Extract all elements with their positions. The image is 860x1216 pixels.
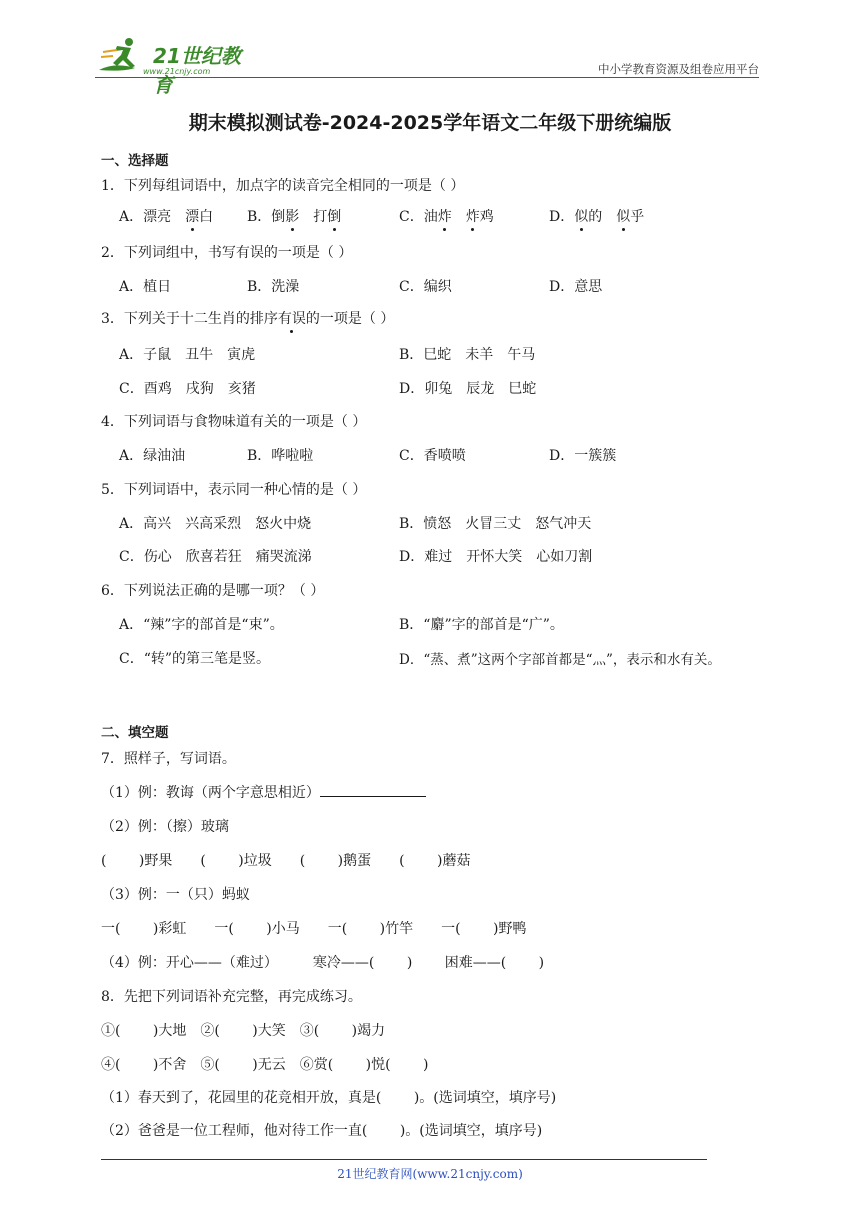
q6-option-b: B．“麝”字的部首是“广”。 <box>399 617 564 633</box>
q7-line-4: （3）例：一（只）蚂蚁 <box>101 887 250 903</box>
q5-option-c: C．伤心 欣喜若狂 痛哭流涕 <box>119 549 312 565</box>
question-5-stem: 5．下列词语中，表示同一种心情的是（ ） <box>101 482 367 498</box>
q5-option-d: D．难过 开怀大笑 心如刀割 <box>399 549 593 565</box>
question-4-stem: 4．下列词语与食物味道有关的一项是（ ） <box>101 414 367 430</box>
platform-label: 中小学教育资源及组卷应用平台 <box>598 62 759 76</box>
q7-line-1: （1）例：教诲（两个字意思相近） <box>101 782 426 802</box>
q6-option-a: A．“辣”字的部首是“束”。 <box>119 617 284 633</box>
logo-url: www.21cnjy.com <box>143 67 211 76</box>
q7-line-6: （4）例：开心——（难过） 寒冷——( ) 困难——( ) <box>101 955 545 971</box>
q8-line-2: ④( )不舍 ⑤( )无云 ⑥赏( )悦( ) <box>101 1057 429 1073</box>
q3-option-c: C．酉鸡 戌狗 亥猪 <box>119 381 256 397</box>
question-6-stem: 6．下列说法正确的是哪一项？（ ） <box>101 583 325 599</box>
footer-divider <box>101 1159 707 1160</box>
q1-option-b: B．倒影 打倒 <box>247 206 341 226</box>
q1-option-c: C．油炸 炸鸡 <box>399 206 494 226</box>
q4-option-a: A．绿油油 <box>119 448 186 464</box>
q2-option-c: C．编织 <box>399 279 452 295</box>
q6-option-c: C．“转”的第三笔是竖。 <box>119 651 271 667</box>
q2-option-a: A．植日 <box>119 279 172 295</box>
q7-line-3: ( )野果 ( )垃圾 ( )鹅蛋 ( )蘑菇 <box>101 853 471 869</box>
q2-option-b: B．洗澡 <box>247 279 300 295</box>
page-title: 期末模拟测试卷-2024-2025学年语文二年级下册统编版 <box>188 112 672 134</box>
answer-blank[interactable] <box>320 782 426 797</box>
q4-option-d: D．一簇簇 <box>549 448 617 464</box>
question-1-stem: 1．下列每组词语中，加点字的读音完全相同的一项是（ ） <box>101 178 465 194</box>
q4-option-b: B．哗啦啦 <box>247 448 314 464</box>
q1-option-a: A．漂亮 漂白 <box>119 206 213 226</box>
question-2-stem: 2．下列词组中，书写有误的一项是（ ） <box>101 245 353 261</box>
q5-option-a: A．高兴 兴高采烈 怒火中烧 <box>119 516 312 532</box>
footer-link[interactable]: 21世纪教育网(www.21cnjy.com) <box>337 1167 523 1181</box>
q5-option-b: B．愤怒 火冒三丈 怒气冲天 <box>399 516 592 532</box>
site-logo <box>95 34 255 97</box>
section-heading-fill: 二、填空题 <box>101 725 169 741</box>
question-7-stem: 7．照样子，写词语。 <box>101 751 236 767</box>
q6-option-d: D．“蒸、煮”这两个字部首都是“灬”，表示和水有关。 <box>399 652 721 668</box>
q3-option-a: A．子鼠 丑牛 寅虎 <box>119 347 256 363</box>
q7-line-5: 一( )彩虹 一( )小马 一( )竹竿 一( )野鸭 <box>101 921 527 937</box>
q8-line-3: （1）春天到了，花园里的花竞相开放，真是( )。(选词填空，填序号) <box>101 1090 557 1106</box>
q2-option-d: D．意思 <box>549 279 603 295</box>
page-header <box>95 34 759 97</box>
q7-line-2: （2）例：（擦）玻璃 <box>101 819 229 835</box>
q8-line-4: （2）爸爸是一位工程师，他对待工作一直( )。(选词填空，填序号) <box>101 1123 543 1139</box>
header-divider <box>95 77 759 78</box>
q3-option-d: D．卯兔 辰龙 巳蛇 <box>399 381 537 397</box>
question-3-stem: 3．下列关于十二生肖的排序有误的一项是（ ） <box>101 308 394 328</box>
question-8-stem: 8．先把下列词语补充完整，再完成练习。 <box>101 989 362 1005</box>
section-heading-choice: 一、选择题 <box>101 153 169 169</box>
logo-text: 21世纪教育 <box>153 44 241 97</box>
q8-line-1: ①( )大地 ②( )大笑 ③( )竭力 <box>101 1023 386 1039</box>
q1-option-d: D．似的 似乎 <box>549 206 644 226</box>
q4-option-c: C．香喷喷 <box>399 448 466 464</box>
q3-option-b: B．巳蛇 未羊 午马 <box>399 347 536 363</box>
